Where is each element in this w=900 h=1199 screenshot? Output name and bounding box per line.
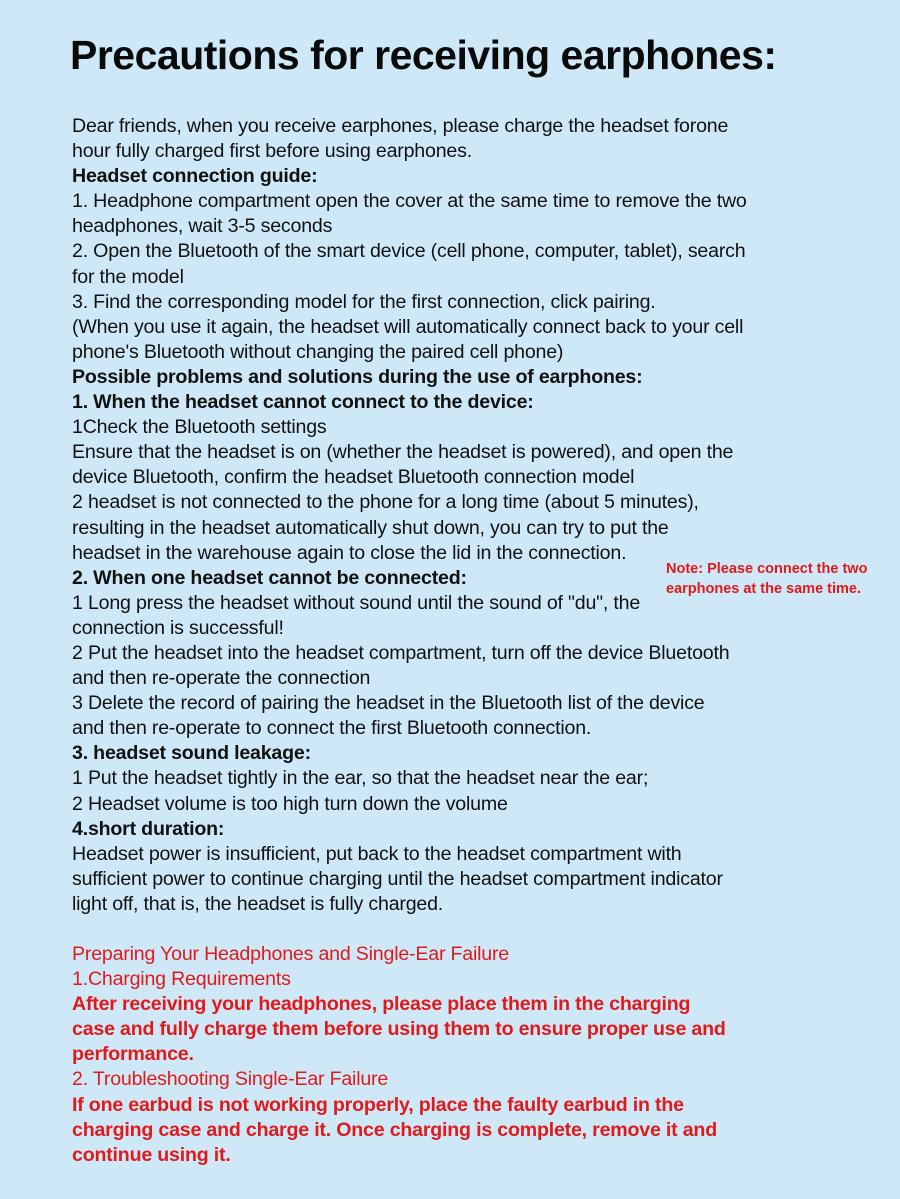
text-line: light off, that is, the headset is fully charged. — [72, 892, 444, 915]
section-heading: 4.short duration: — [72, 817, 225, 840]
text-line: 1 Long press the headset without sound until the sound of "du", the — [72, 591, 641, 614]
red-heading: Preparing Your Headphones and Single-Ear Failure — [72, 943, 509, 965]
red-heading: 2. Troubleshooting Single-Ear Failure — [72, 1068, 389, 1091]
text-line: 1Check the Bluetooth settings — [72, 416, 327, 439]
text-line: and then re-operate the connection — [72, 667, 371, 690]
text-line: Dear friends, when you receive earphones, please charge the headset forone — [72, 115, 729, 137]
text-line: Ensure that the headset is on (whether the headset is powered), and open the — [72, 441, 734, 464]
note-line: Note: Please connect the two — [666, 561, 868, 577]
text-line: and then re-operate to connect the first Bluetooth connection. — [72, 717, 592, 740]
red-text-line: performance. — [72, 1043, 194, 1066]
text-line: 3. Find the corresponding model for the first connection, click pairing. — [72, 290, 656, 313]
section-heading: Headset connection guide: — [72, 165, 318, 188]
spacer — [72, 917, 792, 942]
page-title: Precautions for receiving earphones: — [70, 32, 777, 78]
instruction-body — [72, 114, 792, 1168]
section-heading: 1. When the headset cannot connect to the device: — [72, 391, 534, 414]
text-line: hour fully charged first before using earphones. — [72, 140, 472, 163]
text-line: 1 Put the headset tightly in the ear, so that the headset near the ear; — [72, 767, 649, 790]
red-text-line: charging case and charge it. Once charging is complete, remove it and — [72, 1118, 717, 1141]
red-text-line: case and fully charge them before using them to ensure proper use and — [72, 1018, 726, 1041]
text-line: 2. Open the Bluetooth of the smart device (cell phone, computer, tablet), search — [72, 240, 746, 263]
text-line: Headset power is insufficient, put back to the headset compartment with — [72, 842, 682, 865]
text-line: 2 Put the headset into the headset compartment, turn off the device Bluetooth — [72, 641, 730, 664]
text-line: connection is successful! — [72, 616, 284, 639]
red-text-line: If one earbud is not working properly, place the faulty earbud in the — [72, 1093, 684, 1116]
red-text-line: continue using it. — [72, 1143, 231, 1166]
text-line: headphones, wait 3-5 seconds — [72, 215, 333, 238]
section-heading: Possible problems and solutions during the use of earphones: — [72, 365, 643, 388]
text-line: 1. Headphone compartment open the cover at the same time to remove the two — [72, 190, 747, 213]
red-text-line: After receiving your headphones, please place them in the charging — [72, 993, 691, 1016]
text-line: for the model — [72, 265, 184, 288]
section-heading: 2. When one headset cannot be connected: — [72, 566, 467, 589]
text-line: 3 Delete the record of pairing the headset in the Bluetooth list of the device — [72, 692, 705, 715]
text-line: headset in the warehouse again to close the lid in the connection. — [72, 541, 627, 564]
text-line: sufficient power to continue charging until the headset compartment indicator — [72, 867, 723, 890]
red-heading: 1.Charging Requirements — [72, 968, 291, 991]
section-heading: 3. headset sound leakage: — [72, 742, 311, 765]
text-line: (When you use it again, the headset will automatically connect back to your cell — [72, 315, 744, 338]
note-line: earphones at the same time. — [666, 581, 862, 597]
text-line: 2 headset is not connected to the phone for a long time (about 5 minutes), — [72, 491, 699, 514]
connection-note — [666, 559, 867, 599]
text-line: device Bluetooth, confirm the headset Bluetooth connection model — [72, 466, 635, 489]
text-line: phone's Bluetooth without changing the paired cell phone) — [72, 340, 564, 363]
text-line: resulting in the headset automatically shut down, you can try to put the — [72, 516, 669, 539]
text-line: 2 Headset volume is too high turn down the volume — [72, 792, 508, 815]
